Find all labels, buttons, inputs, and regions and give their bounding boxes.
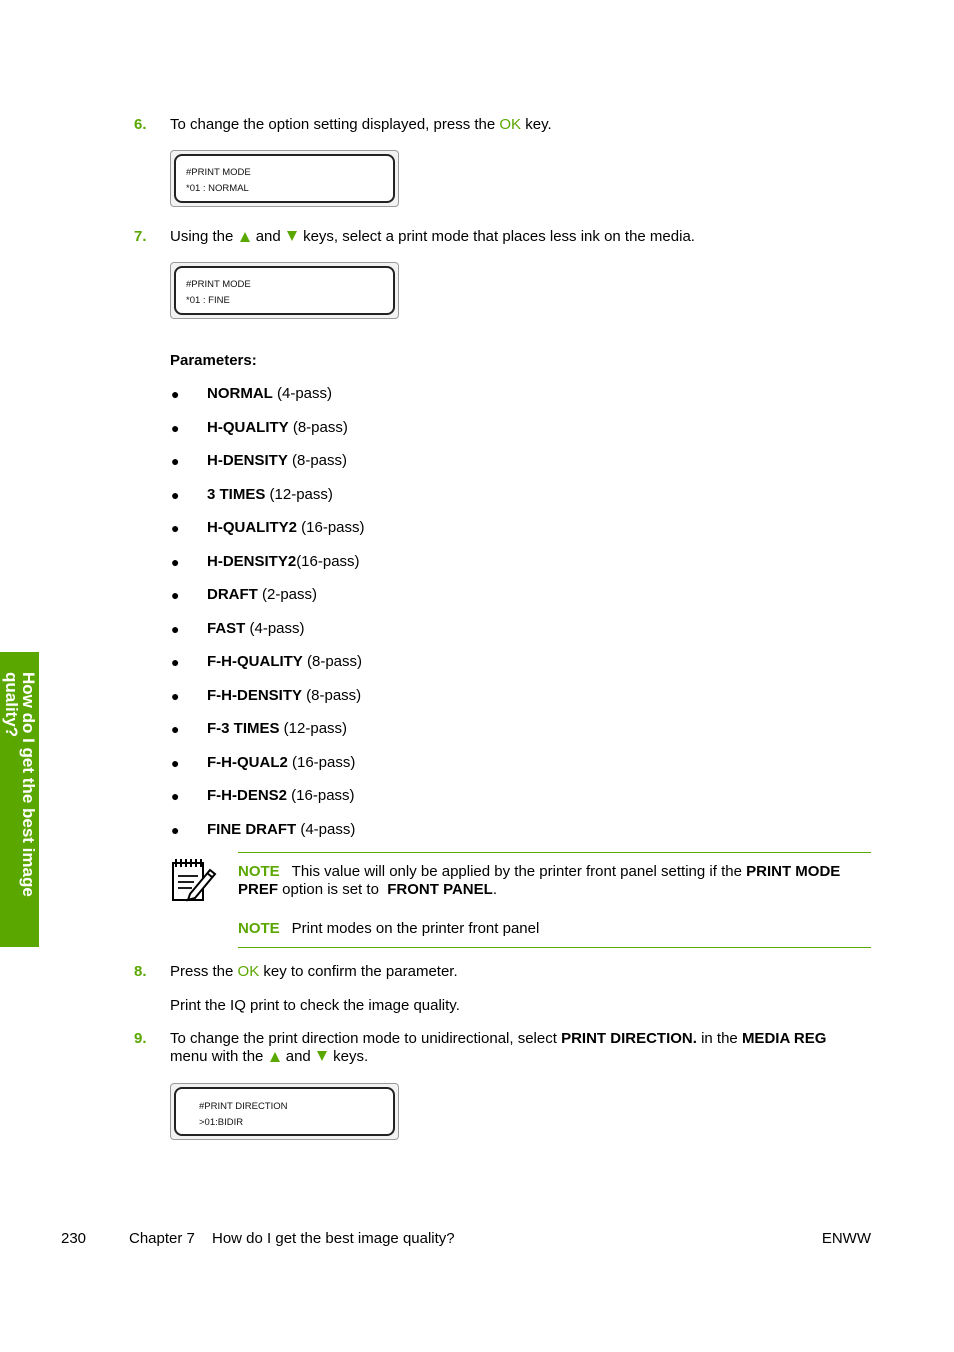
step-number: 7. <box>134 228 147 245</box>
note-text: . <box>492 881 497 898</box>
parameter-item <box>207 687 361 705</box>
bullet-icon: ● <box>171 621 180 637</box>
step-text: Press the <box>170 963 238 980</box>
parameter-name: H-DENSITY2 <box>207 553 297 570</box>
bullet-icon: ● <box>171 587 180 603</box>
step-text: and <box>251 228 285 245</box>
step-9-text <box>170 1030 880 1066</box>
parameter-detail: (2-pass) <box>257 586 318 603</box>
parameter-item <box>207 787 355 805</box>
step-6-text <box>170 116 552 134</box>
parameter-detail: (8-pass) <box>288 419 348 436</box>
note-1 <box>238 863 878 899</box>
lcd-screen <box>174 154 395 203</box>
up-arrow-icon <box>240 232 250 242</box>
parameter-item <box>207 653 362 671</box>
note-text: Print modes on the printer front panel <box>291 920 540 937</box>
parameter-item <box>207 720 347 738</box>
lcd-display-normal <box>170 150 399 207</box>
bullet-icon: ● <box>171 487 180 503</box>
parameter-item <box>207 519 365 537</box>
down-arrow-icon <box>287 231 297 241</box>
parameter-detail: (4-pass) <box>296 821 356 838</box>
footer-chapter: Chapter 7 <box>129 1230 195 1247</box>
parameter-name: DRAFT <box>207 586 258 603</box>
parameter-name: F-H-QUAL2 <box>207 754 288 771</box>
step-text: and <box>281 1048 315 1065</box>
parameter-item <box>207 754 355 772</box>
step-bold-text: PRINT DIRECTION. <box>561 1030 697 1047</box>
step-9 <box>134 1030 147 1048</box>
note-pad-icon <box>170 856 218 904</box>
chapter-side-tab <box>0 652 39 947</box>
lcd-screen <box>174 1087 395 1136</box>
bullet-icon: ● <box>171 520 180 536</box>
step-6 <box>134 116 147 134</box>
parameter-item <box>207 486 333 504</box>
parameter-detail: (16-pass) <box>287 787 355 804</box>
note-label: NOTE <box>238 863 280 880</box>
parameter-detail: (8-pass) <box>287 452 348 469</box>
footer-chapter-title: How do I get the best image quality? <box>212 1230 455 1247</box>
note-text: This value will only be applied by the printer front panel setting if the <box>291 863 747 880</box>
bullet-icon: ● <box>171 755 180 771</box>
step-8 <box>134 963 147 981</box>
step-text: To change the print direction mode to unidirectional, select <box>170 1030 562 1047</box>
bullet-icon: ● <box>171 420 180 436</box>
step-number: 8. <box>134 963 147 980</box>
step-text: keys. <box>328 1048 369 1065</box>
bullet-icon: ● <box>171 453 180 469</box>
step-text: keys, select a print mode that places less ink on the media. <box>298 228 695 245</box>
parameter-detail: (8-pass) <box>302 687 362 704</box>
step-text: key. <box>521 116 552 133</box>
bullet-icon: ● <box>171 721 180 737</box>
parameter-name: FINE DRAFT <box>207 821 297 838</box>
note-text: option is set to <box>278 881 384 898</box>
parameter-item <box>207 821 355 839</box>
bullet-icon: ● <box>171 554 180 570</box>
step-text: key to confirm the parameter. <box>259 963 458 980</box>
page-number: 230 <box>61 1230 87 1247</box>
lcd-line-1: #PRINT MODE <box>186 167 251 178</box>
parameter-detail: (8-pass) <box>302 653 363 670</box>
down-arrow-icon <box>317 1051 327 1061</box>
step-text: To change the option setting displayed, press the <box>170 116 500 133</box>
note-bold-text: PREF <box>238 881 279 898</box>
parameter-detail: (12-pass) <box>265 486 333 503</box>
bullet-icon: ● <box>171 788 180 804</box>
lcd-line-2: *01 : FINE <box>186 295 230 306</box>
step-8-followup: Print the IQ print to check the image quality. <box>170 997 460 1014</box>
lcd-line-2: *01 : NORMAL <box>186 183 249 194</box>
parameter-item <box>207 452 347 470</box>
parameter-name: H-QUALITY <box>207 419 289 436</box>
parameter-detail: (4-pass) <box>272 385 333 402</box>
parameter-name: 3 TIMES <box>207 486 266 503</box>
lcd-line-2: >01:BIDIR <box>199 1117 244 1128</box>
parameter-name: F-H-DENSITY <box>207 687 302 704</box>
parameter-name: F-H-DENS2 <box>207 787 288 804</box>
footer-right: ENWW <box>821 1230 871 1247</box>
parameter-name: H-DENSITY <box>207 452 288 469</box>
step-text: menu with the <box>170 1048 268 1065</box>
parameter-detail: (4-pass) <box>245 620 305 637</box>
parameter-detail: (16-pass) <box>297 519 365 536</box>
parameter-detail: (12-pass) <box>279 720 348 737</box>
parameter-item <box>207 620 305 638</box>
lcd-display-print-direction <box>170 1083 399 1140</box>
note-bold-text: FRONT PANEL <box>387 881 493 898</box>
lcd-line-1: #PRINT MODE <box>186 279 251 290</box>
bullet-icon: ● <box>171 386 180 402</box>
note-bold-text: PRINT MODE <box>746 863 841 880</box>
step-text: in the <box>696 1030 742 1047</box>
step-7 <box>134 228 147 246</box>
note-top-rule <box>238 852 871 853</box>
parameter-detail: (16-pass) <box>287 754 356 771</box>
step-8-text <box>170 963 458 981</box>
parameters-heading: Parameters: <box>170 352 257 369</box>
note-label: NOTE <box>238 920 280 937</box>
parameter-name: FAST <box>207 620 246 637</box>
step-7-text <box>170 228 695 246</box>
lcd-display-fine <box>170 262 399 319</box>
parameter-name: H-QUALITY2 <box>207 519 297 536</box>
bullet-icon: ● <box>171 822 180 838</box>
parameter-name: F-H-QUALITY <box>207 653 303 670</box>
parameter-name: NORMAL <box>207 385 273 402</box>
parameter-item <box>207 385 332 403</box>
parameter-item <box>207 586 317 604</box>
ok-key-label: OK <box>237 963 260 980</box>
step-number: 6. <box>134 116 147 133</box>
step-number: 9. <box>134 1030 147 1047</box>
lcd-line-1: #PRINT DIRECTION <box>199 1101 288 1112</box>
lcd-screen <box>174 266 395 315</box>
up-arrow-icon <box>270 1052 280 1062</box>
step-text: Using the <box>170 228 238 245</box>
ok-key-label: OK <box>499 116 522 133</box>
side-tab-label: How do I get the best image quality? <box>2 672 38 897</box>
parameter-name: F-3 TIMES <box>207 720 280 737</box>
step-bold-text: MEDIA REG <box>741 1030 827 1047</box>
note-2 <box>238 920 539 938</box>
parameter-detail: (16-pass) <box>296 553 360 570</box>
parameter-item <box>207 419 348 437</box>
bullet-icon: ● <box>171 688 180 704</box>
parameter-item <box>207 553 360 571</box>
bullet-icon: ● <box>171 654 180 670</box>
note-bottom-rule <box>238 947 871 948</box>
